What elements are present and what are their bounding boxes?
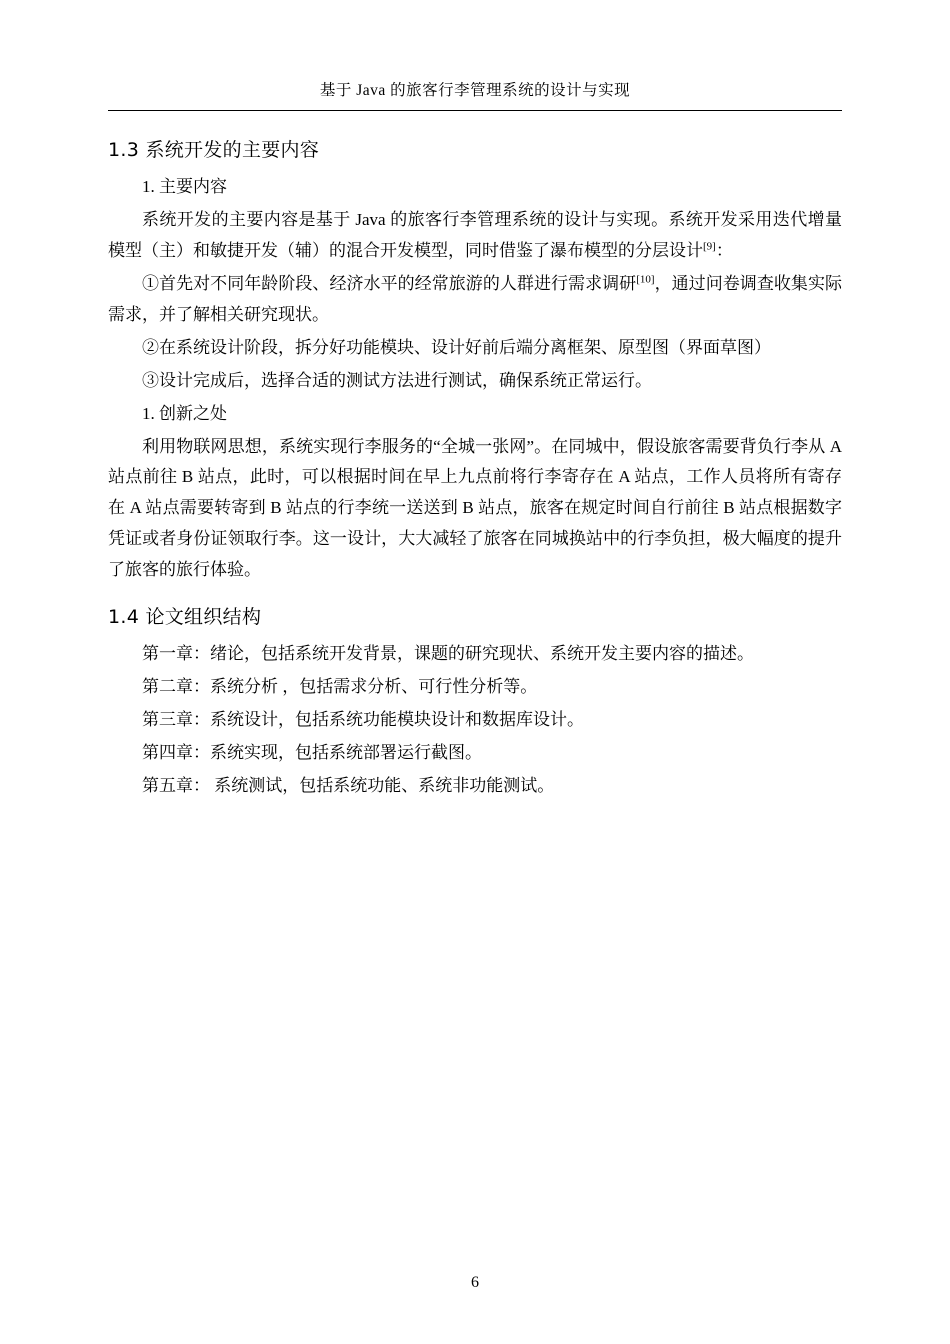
header-divider — [108, 110, 842, 111]
reference-mark-10: [10] — [636, 273, 655, 286]
reference-10-tail: ，通过问卷调查收集实际需求，并了解相关研究现状。 — [108, 273, 843, 324]
paragraph-innovation-label: 1. 创新之处 — [142, 403, 227, 423]
page-header — [108, 78, 842, 110]
paragraph-chapter-4: 第四章：系统实现，包括系统部署运行截图。 — [142, 743, 482, 762]
paragraph-step-3: ③设计完成后，选择合适的测试方法进行测试，确保系统正常运行。 — [142, 370, 652, 390]
paragraph-main-content-label: 1. 主要内容 — [142, 177, 227, 196]
reference-9-tail: ： — [715, 240, 733, 260]
paragraph-step-2: ②在系统设计阶段，拆分好功能模块、设计好前后端分离框架、原型图（界面草图） — [142, 337, 771, 357]
paragraph-chapter-5: 第五章： 系统测试，包括系统功能、系统非功能测试。 — [142, 775, 555, 795]
paragraph-step-1 — [108, 269, 842, 331]
paragraph-main-content-text: 系统开发的主要内容是基于 Java 的旅客行李管理系统的设计与实现。系统开发采用迭代增量模型（主）和敏捷开发（辅）的混合开发模型，同时借鉴了瀑布模型的分层设计 — [108, 209, 842, 260]
section-heading-1-4: 1.4 论文组织结构 — [108, 606, 262, 629]
header-title: 基于 Java 的旅客行李管理系统的设计与实现 — [319, 82, 631, 99]
paragraph-chapter-2: 第二章：系统分析 ，包括需求分析、可行性分析等。 — [142, 677, 538, 697]
page-number: 6 — [471, 1274, 479, 1291]
paragraph-chapter-1: 第一章：绪论，包括系统开发背景，课题的研究现状、系统开发主要内容的描述。 — [142, 644, 754, 664]
step-1-text: ①首先对不同年龄阶段、经济水平的经常旅游的人群进行需求调研 — [142, 273, 637, 293]
paragraph-chapter-3: 第三章：系统设计，包括系统功能模块设计和数据库设计。 — [142, 710, 584, 730]
paragraph-main-content-body — [108, 205, 842, 267]
section-heading-1-3: 1.3 系统开发的主要内容 — [108, 139, 320, 161]
paragraph-innovation-body: 利用物联网思想，系统实现行李服务的“全城一张网”。在同城中，假设旅客需要背负行李从 A 站点前往 B 站点，此时，可以根据时间在早上九点前将行李寄存在 A 站点，工作人员将所有寄存在 A 站点需要转寄到 B 站点的行李统一送送到 B 站点，旅客在规定时间自行前往 B 站点根据数字凭证或者身份证领取行李。这一设计，大大减轻了旅客在同城换站中的行李负担，极大幅度的提升了旅客的旅行体验。 — [108, 436, 842, 580]
reference-mark-9: [9] — [703, 240, 716, 253]
